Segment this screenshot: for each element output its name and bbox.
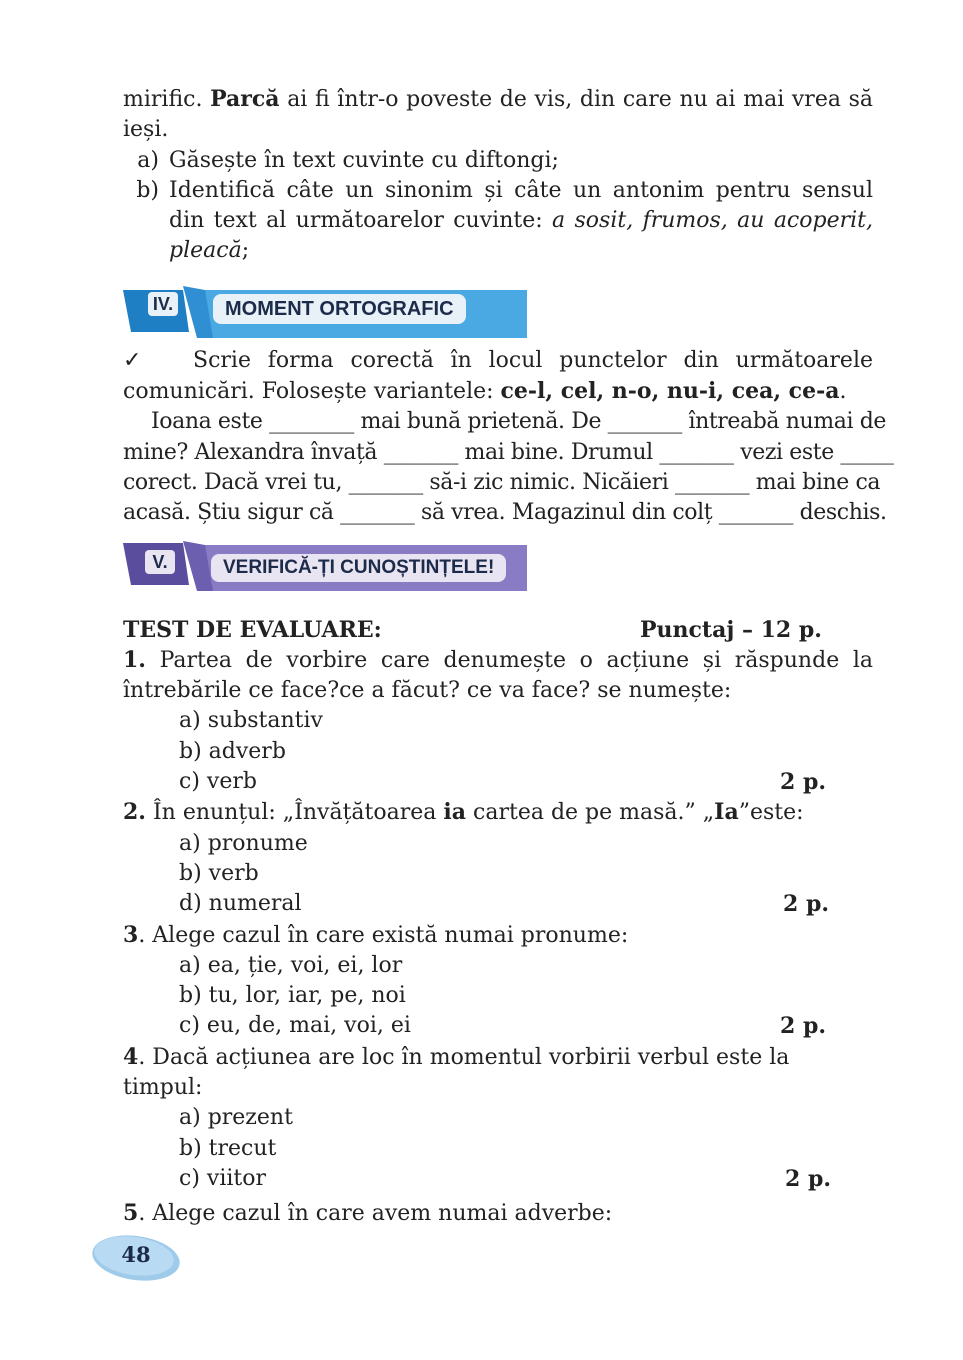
points-badge: 2 p. — [783, 891, 830, 918]
ortho-exercise-line-2: mine? Alexandra învață _______ mai bine. Drumul _______ vezi este _____ — [123, 439, 894, 465]
option: b) tu, lor, iar, pe, noi — [179, 983, 406, 1009]
option: b) trecut — [179, 1135, 277, 1161]
option: a) prezent — [179, 1105, 293, 1131]
section-title: MOMENT ORTOGRAFIC — [213, 294, 466, 324]
section-banner-moment-ortografic — [123, 286, 873, 338]
option: c) verb 2 p. — [123, 767, 873, 797]
page-number: 48 — [121, 1242, 151, 1267]
question-2: 2. În enunțul: „Învățătoarea ia cartea de pe masă.” „Ia”este: — [123, 799, 804, 826]
option: a) substantiv — [179, 708, 323, 734]
option: c) eu, de, mai, voi, ei 2 p. — [123, 1011, 873, 1041]
option: b) verb — [179, 860, 259, 886]
question-5: 5. Alege cazul în care avem numai adverbe: — [123, 1200, 613, 1227]
page-content — [123, 84, 894, 1230]
test-title: TEST DE EVALUARE: — [123, 616, 382, 643]
option: b) adverb — [179, 738, 286, 764]
section-banner-verifica — [123, 541, 873, 593]
option: a) pronume — [179, 830, 308, 856]
question-4: 4. Dacă acțiunea are loc în momentul vorbirii verbul este la timpul: — [123, 1043, 790, 1101]
section-title: VERIFICĂ-ȚI CUNOȘTINȚELE! — [211, 554, 506, 582]
intro-line-2: ieși. — [123, 117, 169, 143]
exercise-item-b: b) Identifică câte un sinonim și câte un antonim pentru sensul din text al următoarelor cuvinte: a sosit, frumos, au acoperit, pleacă; — [136, 177, 873, 264]
question-1: 1. Partea de vorbire care denumește o acțiune și răspunde la — [123, 646, 873, 673]
test-score: Punctaj – 12 p. — [640, 616, 822, 643]
intro-line-1: mirific. Parcă ai fi într-o poveste de vis, din care nu ai mai vrea să — [123, 86, 873, 112]
option: d) numeral 2 p. — [123, 889, 873, 919]
ortho-exercise-line-1: Ioana este ________ mai bună prietenă. De _______ întreabă numai de — [151, 409, 886, 435]
test-header — [123, 615, 873, 645]
points-badge: 2 p. — [785, 1165, 832, 1192]
section-number: V. — [145, 550, 175, 574]
ortho-instruction-line-2: comunicări. Folosește variantele: ce-l, cel, n-o, nu-i, cea, ce-a. — [123, 378, 847, 405]
section-number: IV. — [148, 292, 178, 316]
option: a) ea, ție, voi, ei, lor — [179, 952, 403, 978]
ortho-instruction-line-1: ✓ Scrie forma corectă în locul punctelor din următoarele — [123, 346, 873, 376]
ortho-exercise-line-3: corect. Dacă vrei tu, _______ să-i zic nimic. Nicăieri _______ mai bine ca — [123, 469, 881, 495]
check-icon: ✓ — [123, 347, 142, 373]
points-badge: 2 p. — [780, 1013, 827, 1040]
exercise-item-a: a) Găsește în text cuvinte cu diftongi; — [137, 147, 559, 173]
page-number-badge — [90, 1230, 182, 1284]
question-3: 3. Alege cazul în care există numai pronume: — [123, 921, 629, 948]
question-1-line-2: întrebările ce face?ce a făcut? ce va face? se numește: — [123, 678, 732, 704]
ortho-exercise-line-4: acasă. Știu sigur că _______ să vrea. Magazinul din colț _______ deschis. — [123, 500, 887, 526]
points-badge: 2 p. — [780, 769, 827, 796]
option: c) viitor 2 p. — [123, 1164, 873, 1194]
